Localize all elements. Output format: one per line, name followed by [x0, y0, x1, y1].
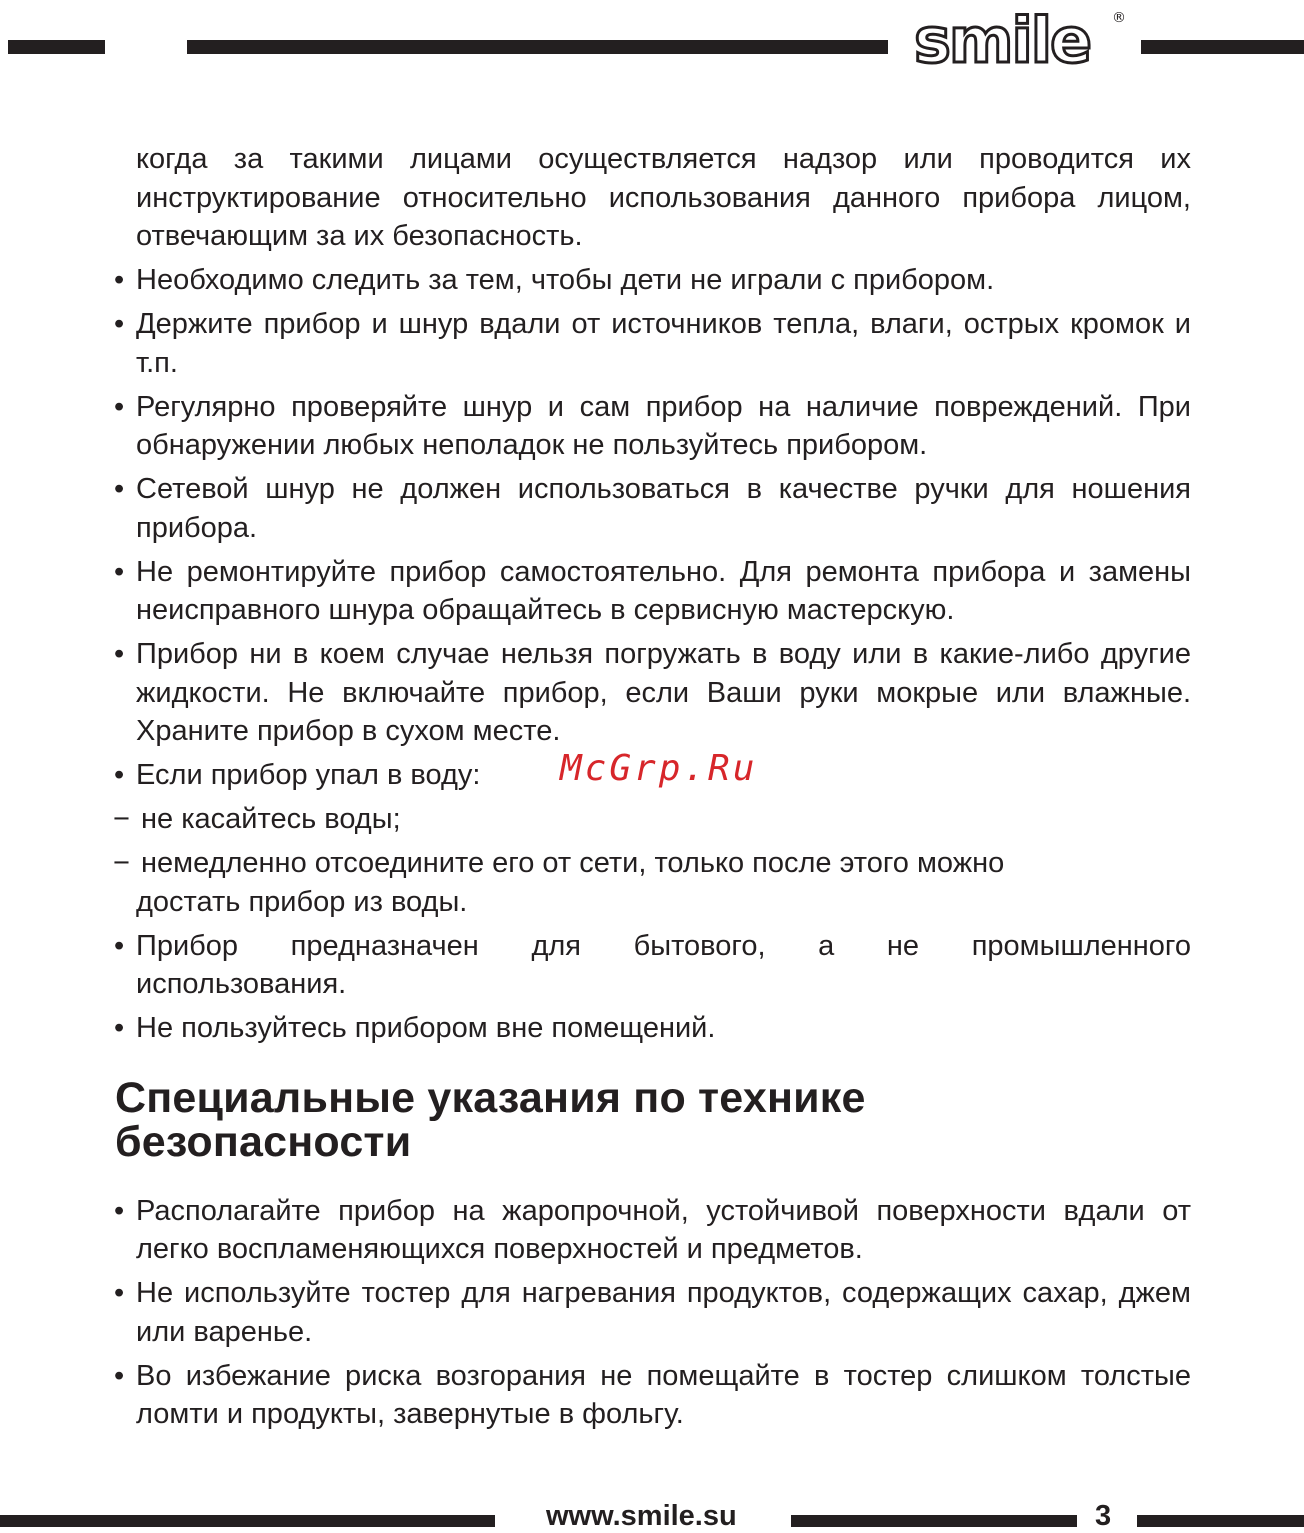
bullet-marker: • — [114, 1359, 125, 1392]
header-bar-center — [187, 40, 888, 54]
watermark: McGrp.Ru — [560, 748, 758, 789]
registered-mark: ® — [1112, 10, 1126, 26]
bullet-marker: • — [114, 555, 125, 588]
list-item: • Не используйте тостер для нагревания продуктов, содержащих сахар, джем или варенье. — [115, 1274, 1191, 1351]
section-heading: Специальные указания по технике безопасности — [115, 1073, 866, 1166]
list-item: • Во избежание риска возгорания не помещайте в тостер слишком толстые ломти и продукты, завернутые в фольгу. — [115, 1357, 1191, 1434]
smile-logo — [912, 0, 1130, 70]
list-item: • Регулярно проверяйте шнур и сам прибор на наличие повреждений. При обнаружении любых неполадок не пользуйтесь прибором. — [115, 388, 1191, 465]
bullet-marker: • — [114, 638, 125, 670]
bullet-marker: • — [114, 1277, 125, 1309]
footer-bar-center — [791, 1515, 1077, 1527]
list-item: • Прибор предназначен для бытового, а не промышленного использования. — [115, 927, 1191, 1004]
list-item: • Не ремонтируйте прибор самостоятельно. Для ремонта прибора и замены неисправного шнура обращайтесь в сервисную мастерскую. — [115, 553, 1191, 630]
dash-marker: − — [113, 847, 130, 879]
document-body — [115, 140, 1191, 1439]
list-item: • Прибор ни в коем случае нельзя погружать в воду или в какие-либо другие жидкости. Не включайте прибор, если Ваши руки мокрые или влажные. Храните прибор в сухом месте. — [115, 635, 1191, 751]
list-item: • Не пользуйтесь прибором вне помещений. — [115, 1009, 1191, 1048]
list-item: • Необходимо следить за тем, чтобы дети не играли с прибором. — [115, 261, 1191, 300]
footer-bar-right — [1137, 1515, 1304, 1527]
bullet-marker: • — [114, 390, 125, 423]
list-item: • Сетевой шнур не должен использоваться в качестве ручки для ношения прибора. — [115, 470, 1191, 547]
list-item: − не касайтесь воды; — [115, 800, 1191, 839]
logo-text: smile — [914, 4, 1091, 70]
bullet-marker: • — [114, 1012, 125, 1044]
bullet-marker: • — [114, 308, 125, 340]
bullet-marker: • — [114, 264, 125, 296]
list-item: • Располагайте прибор на жаропрочной, устойчивой поверхности вдали от легко воспламеняющихся поверхностей и предметов. — [115, 1192, 1191, 1269]
list-item: • Держите прибор и шнур вдали от источников тепла, влаги, острых кромок и т.п. — [115, 305, 1191, 382]
header-bar-right — [1141, 40, 1304, 54]
bullet-marker: • — [114, 929, 125, 962]
bullet-marker: • — [114, 1194, 125, 1227]
intro-paragraph: когда за такими лицами осуществляется надзор или проводится их инструктирование относительно использования данного прибора лицом, отвечающим за их безопасность. — [136, 143, 1191, 252]
footer-bar-left — [0, 1515, 495, 1527]
page-number: 3 — [1095, 1500, 1112, 1532]
footer-url: www.smile.su — [546, 1500, 737, 1532]
bullet-marker: • — [114, 759, 125, 791]
header-bar-left — [8, 40, 105, 54]
bullet-marker: • — [114, 473, 125, 505]
dash-marker: − — [113, 803, 130, 835]
list-item: − немедленно отсоедините его от сети, только после этого можно достать прибор из воды. — [115, 844, 1191, 921]
list-item: • Если прибор упал в воду: — [115, 756, 1191, 795]
